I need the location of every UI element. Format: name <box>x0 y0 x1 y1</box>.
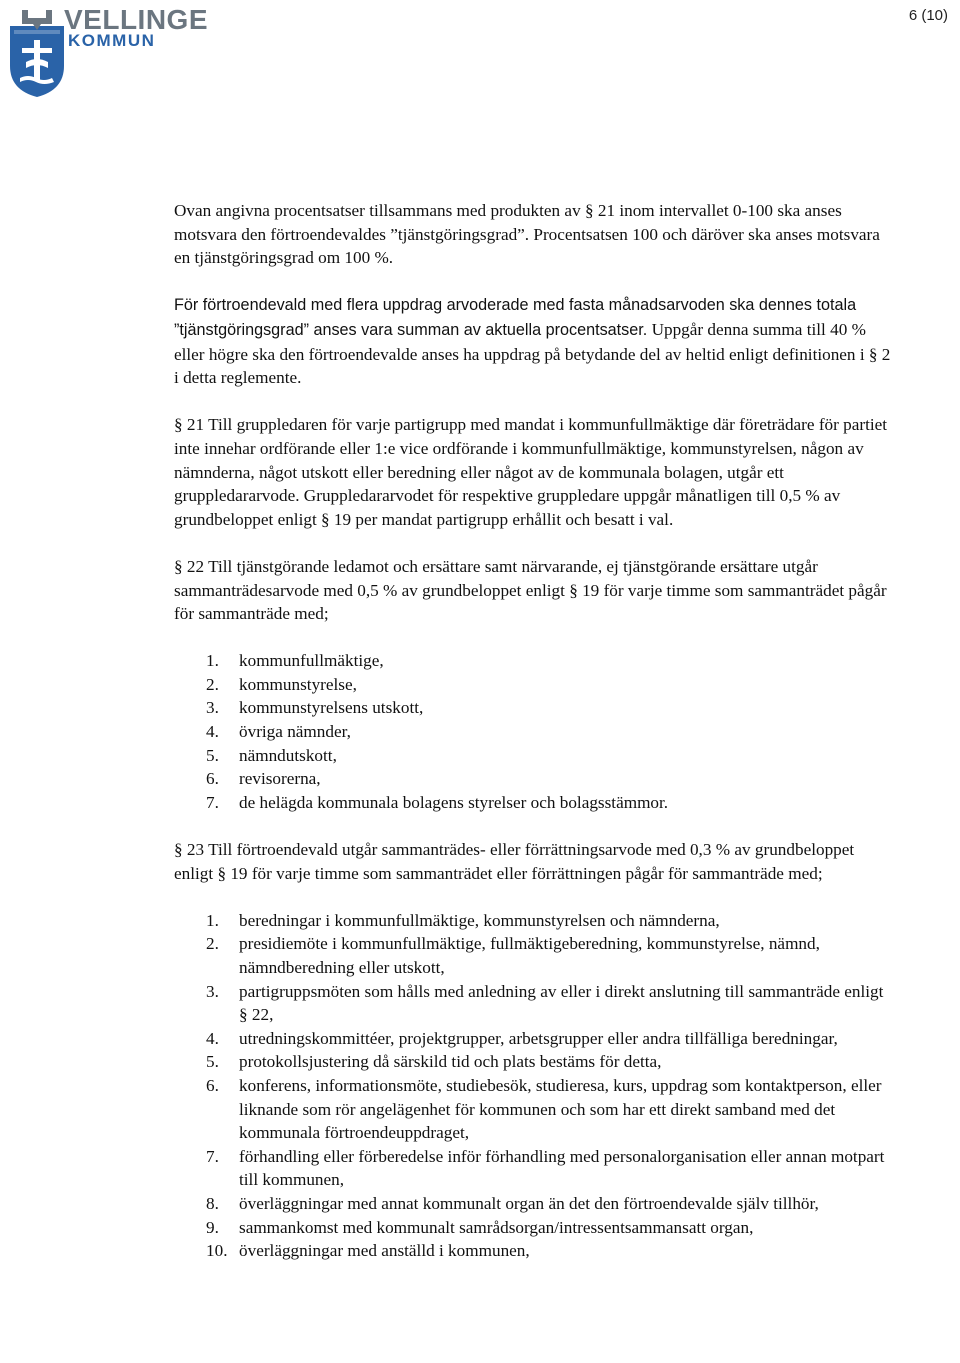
list-number: 8. <box>206 1193 219 1213</box>
logo-name: VELLINGE <box>64 4 209 35</box>
list-text: sammankomst med kommunalt samrådsorgan/intressentsammansatt organ, <box>239 1217 754 1237</box>
list-number: 5. <box>206 745 219 765</box>
list-item <box>174 744 894 768</box>
list-item <box>174 1145 894 1192</box>
meeting-list-section-23 <box>174 909 894 1263</box>
list-number: 7. <box>206 1146 219 1166</box>
list-item <box>174 980 894 1027</box>
list-item <box>174 1074 894 1145</box>
coat-of-arms-icon <box>8 4 66 98</box>
paragraph-percent-rates: Ovan angivna procentsatser tillsammans med produkten av § 21 inom intervallet 0-100 ska anses motsvara den förtroendevaldes ”tjänstgöringsgrad”. Procentsatsen 100 och däröver ska anses motsvara en tjänstgöringsgrad om 100 %. <box>174 201 880 268</box>
paragraph-section-22: § 22 Till tjänstgörande ledamot och ersättare samt närvarande, ej tjänstgörande ersättare utgår sammanträdesarvode med 0,5 % av grundbeloppet enligt § 19 för varje timme som sammanträdet pågår för sammanträde med; <box>174 556 887 624</box>
list-text: övriga nämnder, <box>239 722 351 742</box>
list-item <box>174 909 894 933</box>
list-number: 4. <box>206 722 219 742</box>
list-number: 2. <box>206 674 219 694</box>
vellinge-logo <box>8 4 209 99</box>
list-text: protokollsjustering då särskild tid och plats bestäms för detta, <box>239 1052 662 1072</box>
list-text: kommunfullmäktige, <box>239 651 384 671</box>
list-text: nämndutskott, <box>239 745 337 765</box>
list-item <box>174 696 894 720</box>
list-item <box>174 791 894 815</box>
paragraph-multiple-assignments <box>174 293 894 389</box>
list-text: presidiemöte i kommunfullmäktige, fullmäktigeberedning, kommunstyrelse, nämnd, nämndberedning eller utskott, <box>239 934 820 977</box>
list-item <box>174 1216 894 1240</box>
list-text: överläggningar med annat kommunalt organ än det den förtroendevalde själv tillhör, <box>239 1193 819 1213</box>
list-item <box>174 673 894 697</box>
list-item <box>174 1239 894 1263</box>
list-number: 2. <box>206 934 219 954</box>
paragraph-section-23: § 23 Till förtroendevald utgår sammanträdes- eller förrättningsarvode med 0,3 % av grundbeloppet enligt § 19 för varje timme som sammanträdet eller förrättningen pågår för sammanträde med; <box>174 840 855 883</box>
list-number: 6. <box>206 769 219 789</box>
meeting-list-section-22 <box>174 649 894 814</box>
list-text: de helägda kommunala bolagens styrelser och bolagsstämmor. <box>239 792 669 812</box>
list-text: revisorerna, <box>239 769 321 789</box>
list-number: 1. <box>206 651 219 671</box>
list-text: förhandling eller förberedelse inför förhandling med personalorganisation eller annan motpart till kommunen, <box>239 1146 885 1190</box>
paragraph-section-21: § 21 Till gruppledaren för varje partigrupp med mandat i kommunfullmäktige där företrädare för partiet inte innehar ordförande eller 1:e vice ordförande i kommunfullmäktige, kommunstyrelsen, någon av nämnderna, något utskott eller beredning eller något av de kommunala bolagen, utgår ett gruppledararvode. Gruppledararvodet för respektive gruppledare uppgår månatligen till 0,5 % av grundbeloppet enligt § 19 per mandat partigrupp erhållit och besatt i val. <box>174 415 888 529</box>
list-number: 9. <box>206 1217 219 1237</box>
document-body <box>174 199 894 1263</box>
list-text: konferens, informationsmöte, studiebesök, studieresa, kurs, uppdrag som kontaktperson, eller liknande som rör angelägenhet för kommunen och som har ett direkt samband med det kommunala förtroendeuppdraget, <box>239 1075 882 1143</box>
list-item <box>174 767 894 791</box>
list-item <box>174 1192 894 1216</box>
list-number: 3. <box>206 698 219 718</box>
list-text: överläggningar med anställd i kommunen, <box>239 1241 530 1261</box>
paragraph-sans-part: För förtroendevald med flera uppdrag arvoderade med fasta månadsarvoden ska dennes totala ”tjänstgöringsgrad” anses vara summan av aktuella procentsatser. <box>174 296 857 339</box>
list-number: 10. <box>206 1241 228 1261</box>
paragraph-serif-part: Uppgår denna summa till 40 % eller högre ska den förtroendevalde anses ha uppdrag på betydande del av heltid enligt definitionen i § 2 i detta reglemente. <box>174 319 891 388</box>
list-text: beredningar i kommunfullmäktige, kommunstyrelsen och nämnderna, <box>239 910 720 930</box>
list-text: utredningskommittéer, projektgrupper, arbetsgrupper eller andra tillfälliga beredningar, <box>239 1028 838 1048</box>
list-number: 6. <box>206 1075 219 1095</box>
list-text: partigruppsmöten som hålls med anledning av eller i direkt anslutning till sammanträde enligt § 22, <box>239 981 884 1025</box>
list-number: 5. <box>206 1052 219 1072</box>
list-number: 7. <box>206 792 219 812</box>
list-number: 1. <box>206 910 219 930</box>
logo-subtitle: KOMMUN <box>68 31 156 50</box>
list-number: 3. <box>206 981 219 1001</box>
list-text: kommunstyrelsens utskott, <box>239 698 424 718</box>
list-item <box>174 1027 894 1051</box>
list-item <box>174 649 894 673</box>
list-item <box>174 1050 894 1074</box>
list-text: kommunstyrelse, <box>239 674 357 694</box>
list-item <box>174 720 894 744</box>
list-item <box>174 932 894 979</box>
page-number: 6 (10) <box>908 7 948 24</box>
list-number: 4. <box>206 1028 219 1048</box>
